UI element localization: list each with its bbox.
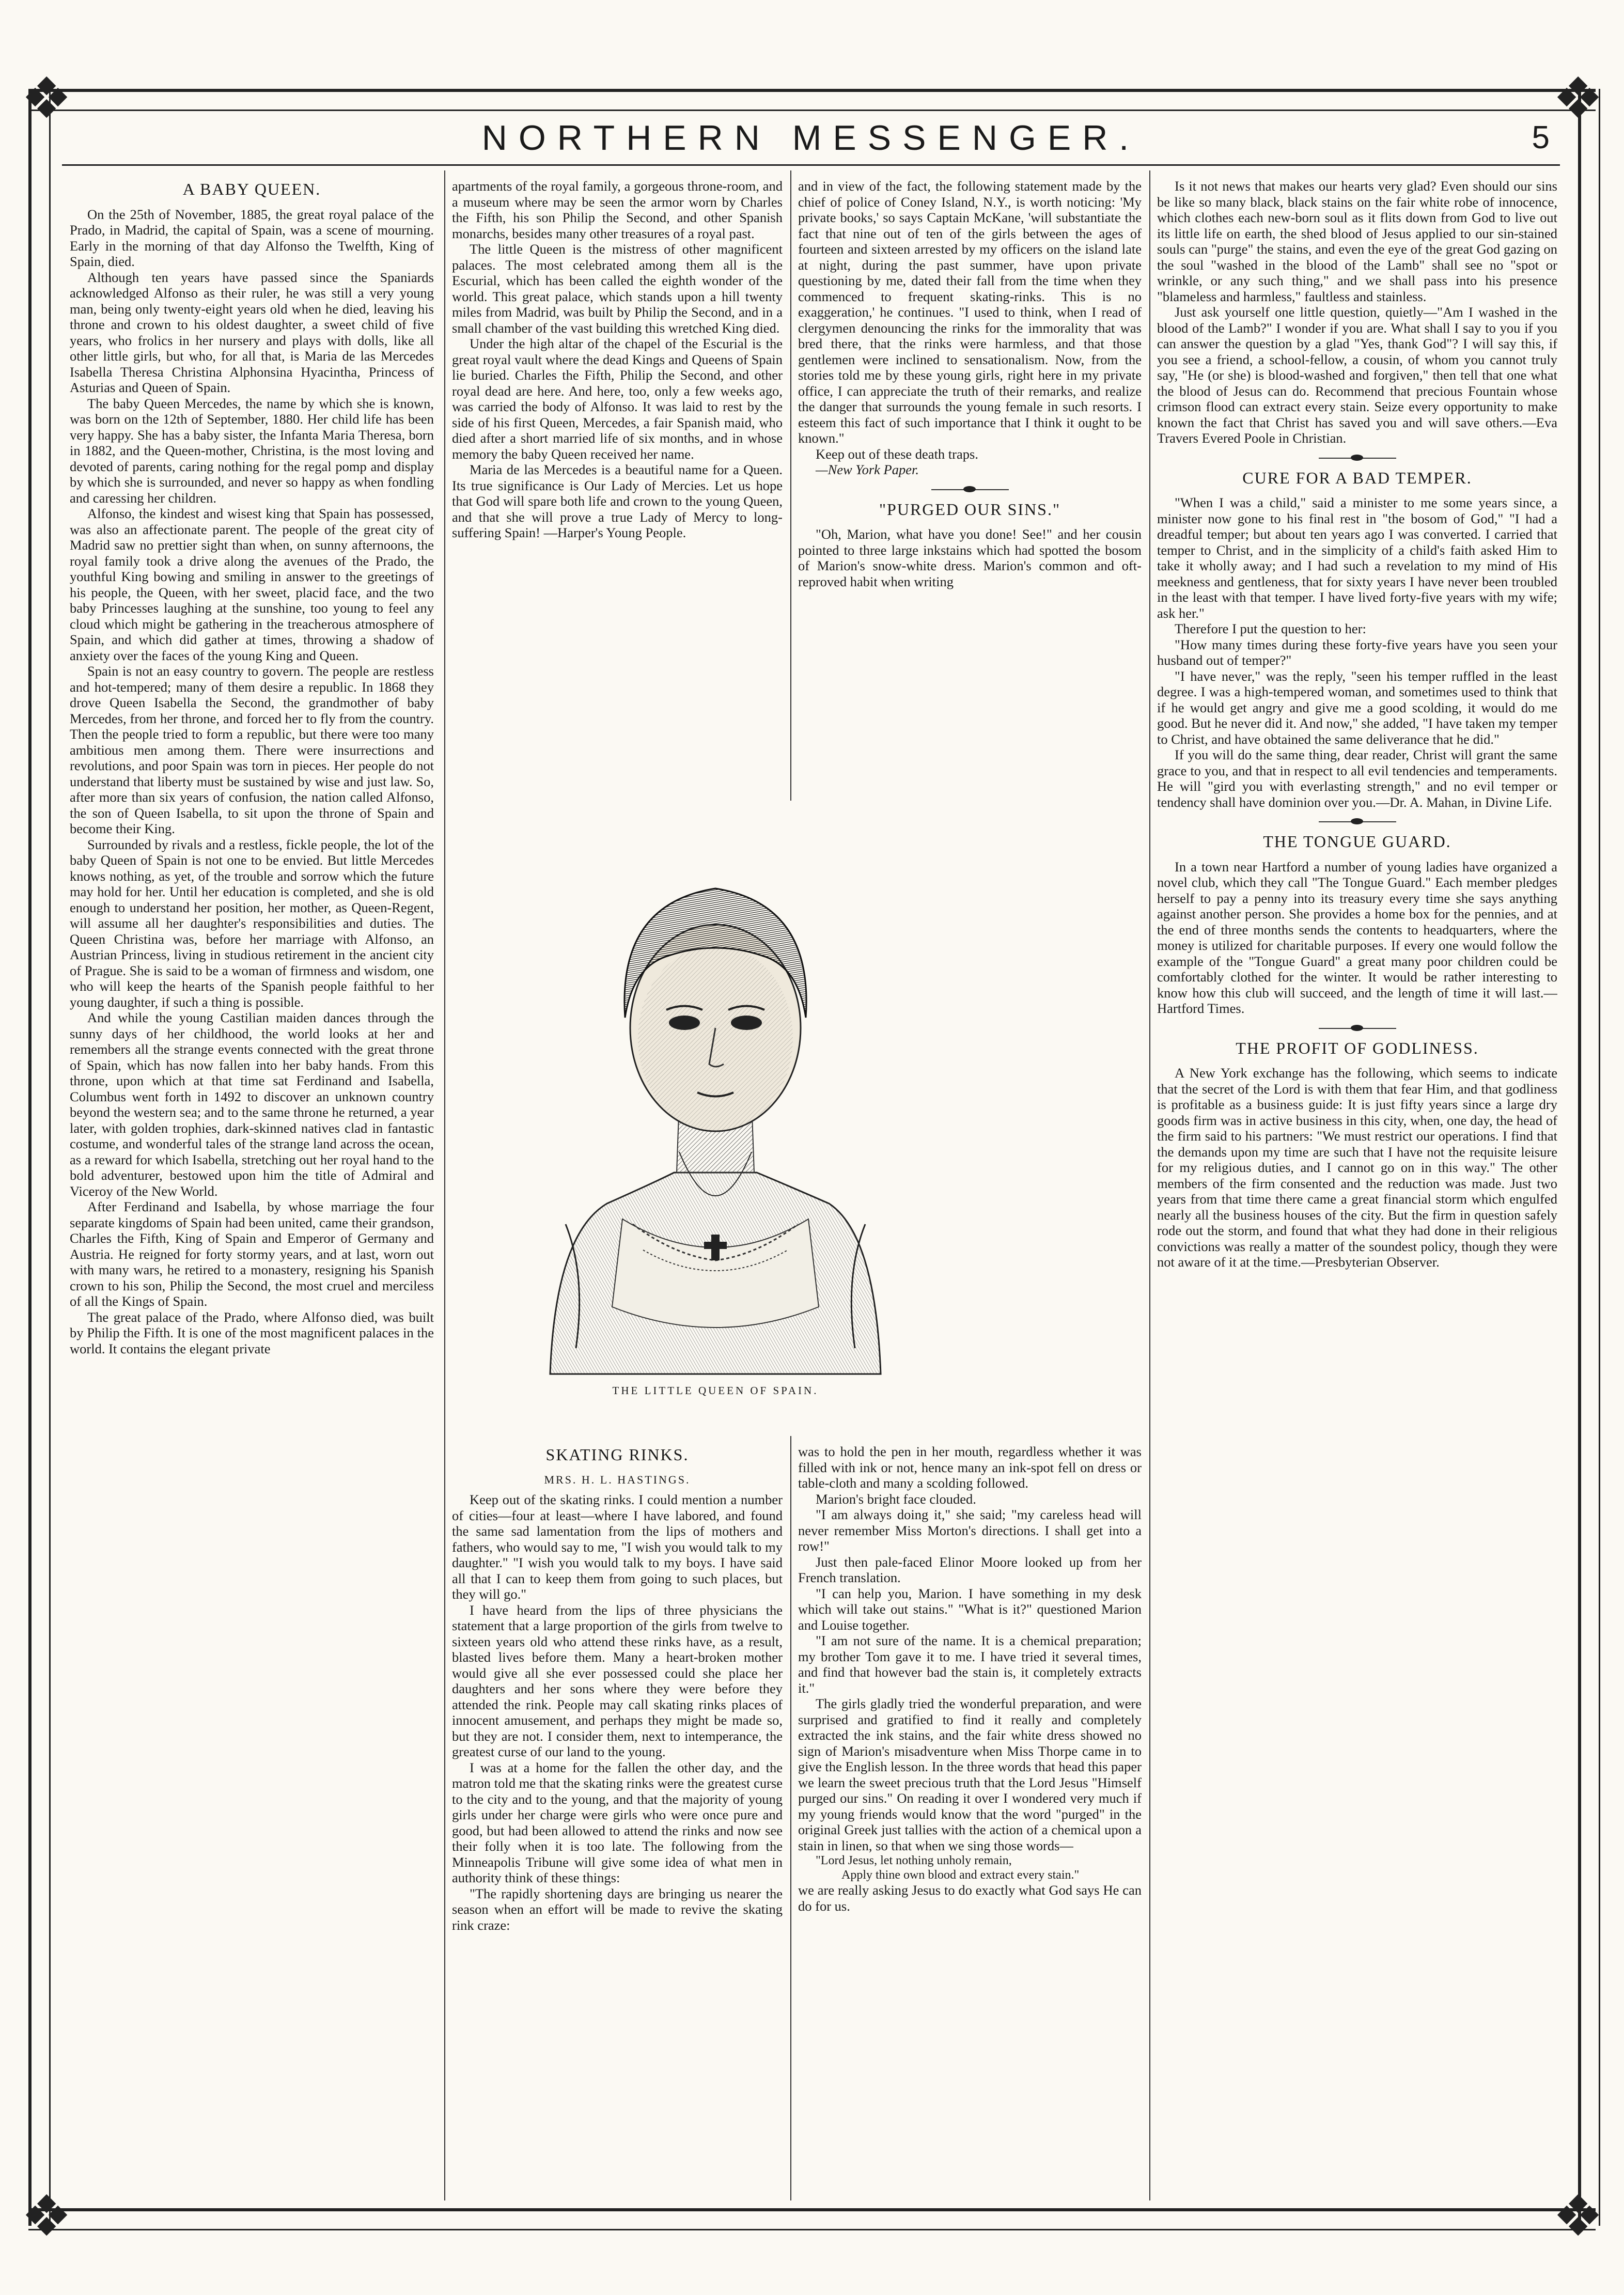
illustration-caption: THE LITTLE QUEEN OF SPAIN. xyxy=(612,1384,819,1397)
corner-ornament-bottom-right: ❖ xyxy=(1552,2183,1604,2249)
paragraph: The girls gladly tried the wonderful preparation, and were surprised and gratified to find it really and completely extracted the ink stains, and the fair white dress showed no sign of Marion's misadventure when Miss Thorpe came in to give the English lesson. In the three words that head this paper we learn the sweet precious truth that the Lord Jesus "Himself purged our sins." On reading it over I wondered very much if my young friends would know that the word "purged" in the original Greek just tallies with the action of a chemical upon a stain in linen, so that when we sing those words— xyxy=(798,1696,1142,1853)
paragraph: I was at a home for the fallen the other day, and the matron told me that the skating rinks were the greatest curse to the city and to the young, and that the majority of young girls under her charge were girls who were once pure and good, but had been allowed to attend the rinks and now see their folly when it is too late. The following from the Minneapolis Tribune will give some idea of what men in authority think of these things: xyxy=(452,1759,783,1885)
paragraph: Therefore I put the question to her: xyxy=(1175,621,1366,636)
section-separator xyxy=(1319,1028,1396,1029)
column-2-bottom xyxy=(452,1444,783,2198)
paragraph: "Oh, Marion, what have you done! See!" and her cousin pointed to three large inkstains which had spotted the bosom of Marion's snow-white dress. Marion's common and oft-reproved habit when writing xyxy=(798,526,1142,589)
page-header xyxy=(62,115,1560,161)
column-3-top xyxy=(798,178,1142,798)
paragraph: And while the young Castilian maiden dances through the sunny days of her childhood, the world looks at her and remembers all the strange events connected with the great throne of Spain, which has now fallen into her baby hands. From this throne, upon which at that time sat Ferdinand and Isabella, Columbus went forth in 1492 to discover an unknown country beyond the western sea; and to the same throne he returned, a year later, with golden trophies, dark-skinned natives clad in fantastic costume, and wonderful tales of the strange land across the ocean, as a reward for which Isabella, stretching out her royal hand to the bold adventurer, bestowed upon him the title of Admiral and Viceroy of the New World. xyxy=(70,1010,434,1199)
border-right xyxy=(1578,89,1600,2226)
header-rule xyxy=(62,164,1560,166)
article-title-bad-temper: CURE FOR A BAD TEMPER. xyxy=(1242,468,1472,487)
corner-ornament-top-right: ❖ xyxy=(1552,65,1604,131)
column-rule-3 xyxy=(1149,170,1150,2200)
article-title-purged-sins: "PURGED OUR SINS." xyxy=(879,499,1061,519)
column-3-bottom xyxy=(798,1444,1142,2198)
article-byline: MRS. H. L. HASTINGS. xyxy=(544,1473,691,1486)
paragraph: Although ten years have passed since the Spaniards acknowledged Alfonso as their ruler, he was still a very young man, being only twenty-eight years old when he died, leaving his throne and crown to his oldest daughter, a sweet child of five years, who frolics in her nursery and plays with dolls, like all other little girls, but who, for all that, is Maria de las Mercedes Isabella Theresa Christina Alphonsina Hyacintha, Princess of Asturias and Queen of Spain. xyxy=(70,269,434,395)
paragraph: was to hold the pen in her mouth, regardless whether it was filled with ink or not, hence many an ink-spot fell on dress or table-cloth and many a scolding followed. xyxy=(798,1444,1142,1491)
column-rule-2-top xyxy=(790,170,791,801)
paragraph: Keep out of these death traps. xyxy=(816,446,978,462)
article-title-profit-godliness: THE PROFIT OF GODLINESS. xyxy=(1236,1038,1479,1057)
column-rule-2-bottom xyxy=(790,1436,791,2200)
paragraph: we are really asking Jesus to do exactly what God says He can do for us. xyxy=(798,1882,1142,1914)
paragraph: After Ferdinand and Isabella, by whose marriage the four separate kingdoms of Spain had been united, came their grandson, Charles the Fifth, King of Spain and Emperor of Germany and Austria. He reigned for forty stormy years, and at last, worn out with many wars, he retired to a monastery, resigning his Spanish crown to his son, Philip the Second, the most cruel and merciless of all the Kings of Spain. xyxy=(70,1199,434,1309)
section-separator xyxy=(1319,458,1396,459)
right-eye xyxy=(731,1016,762,1030)
paragraph: Is it not news that makes our hearts very glad? Even should our sins be like so many black, black stains on the fair white robe of innocence, which clothes each new-born soul as it flits down from God to live out its little life on earth, the shed blood of Jesus applied to our sin-stained souls can "purge" the stains, and even the eye of the great God gazing on the soul "washed in the blood of the Lamb" shall see no "spot or wrinkle, or any such thing," and we shall pass into his presence "blameless and harmless," faultless and stainless. xyxy=(1157,178,1557,304)
paragraph: Under the high altar of the chapel of the Escurial is the great royal vault where the dead Kings and Queens of Spain lie buried. Charles the Fifth, Philip the Second, and other royal dead are here. And here, too, only a few weeks ago, was carried the body of Alfonso. It was laid to rest by the side of his first Queen, Mercedes, a fair Spanish maid, who died after a short married life of six months, and in whose memory the baby Queen received her name. xyxy=(452,336,783,462)
paragraph: Marion's bright face clouded. xyxy=(816,1491,976,1507)
paragraph: "I have never," was the reply, "seen his temper ruffled in the least degree. I was a high-tempered woman, and sometimes used to think that if he would get angry and give me a good scolding, it would do me good. But he never did it. And now," she added, "I have taken my temper to Christ, and have obtained the same deliverance that he did." xyxy=(1157,668,1557,747)
poem-line: Apply thine own blood and extract every stain." xyxy=(841,1868,1080,1882)
paragraph: "When I was a child," said a minister to me some years since, a minister now gone to his final rest in "the bosom of God," "I had a dreadful temper; but about ten years ago I was converted. I carried that temper to Christ, and in the simplicity of a child's faith asked Him to take it wholly away; and I had such a revelation to my mind of His meekness and gentleness, that for sixty years I have never been troubled in the least with that temper. I have lived forty-five years with my wife; ask her." xyxy=(1157,495,1557,621)
paragraph: The baby Queen Mercedes, the name by which she is known, was born on the 12th of September, 1880. Her child life has been very happy. She has a baby sister, the Infanta Maria Theresa, born in 1882, and the Queen-mother, Christina, is the most loving and devoted of parents, caring nothing for the regal pomp and display by which she is surrounded, and never so happy as when fondling and caressing her children. xyxy=(70,395,434,506)
corner-ornament-top-left: ❖ xyxy=(21,65,72,131)
paragraph: Just ask yourself one little question, quietly—"Am I washed in the blood of the Lamb?" I wonder if you are. What shall I say to you if you can answer the question by a glad "Yes, thank God"? I will say this, if you see a friend, a school-fellow, a cousin, of whom you cannot truly say, "He (or she) is blood-washed and forgiven," then tell that one what the blood of Jesus can do. Recommend that precious Fountain whose crimson flood can extract every stain. Seize every opportunity to make known the fact that Christ has saved you and will save others.—Eva Travers Evered Poole in Christian. xyxy=(1157,304,1557,446)
paragraph: apartments of the royal family, a gorgeous throne-room, and a museum where may be seen the armor worn by Charles the Fifth, his son Philip the Second, and other Spanish monarchs, besides many other treasures of a royal past. xyxy=(452,178,783,241)
paragraph: The great palace of the Prado, where Alfonso died, was built by Philip the Fifth. It is one of the most magnificent palaces in the world. It contains the elegant private xyxy=(70,1309,434,1356)
column-1 xyxy=(70,178,434,2198)
paragraph: Keep out of the skating rinks. I could mention a number of cities—four at least—where I have labored, and found the same sad lamentation from the lips of mothers and fathers, who would say to me, "I wish you would talk to my daughter." "I wish you would talk to my boys. I have said all that I can to keep them from going to such places, but they will go." xyxy=(452,1492,783,1602)
paragraph: The little Queen is the mistress of other magnificent palaces. The most celebrated among them all is the Escurial, which has been called the eighth wonder of the world. This great palace, which stands upon a hill twenty miles from Madrid, was built by Philip the Second, and in a small chamber of the vast building this wretched King died. xyxy=(452,241,783,336)
poem-line: "Lord Jesus, let nothing unholy remain, xyxy=(816,1854,1012,1867)
paragraph: In a town near Hartford a number of young ladies have organized a novel club, which they call "The Tongue Guard." Each member pledges herself to pay a penny into its treasury every time she says anything against another person. She provides a home box for the pennies, and at the end of three months sends the contents to headquarters, where the money is utilized for charitable purposes. If every one would follow the example of the "Tongue Guard" a great many poor children could be comfortably clothed for the winter. It would be rather interesting to know how this club will succeed, and the length of time it will last.—Hartford Times. xyxy=(1157,858,1557,1016)
masthead-title: NORTHERN MESSENGER. xyxy=(481,118,1141,158)
column-rule-1 xyxy=(444,170,445,2200)
column-4 xyxy=(1157,178,1557,2198)
paragraph: "How many times during these forty-five years have you seen your husband out of temper?" xyxy=(1157,636,1557,668)
left-eye xyxy=(669,1016,700,1030)
paragraph: I have heard from the lips of three physicians the statement that a large proportion of the girls from twelve to sixteen years old who attend these rinks have, as a result, blasted lives before them. Many a heart-broken mother would give all she ever possessed could she place her daughters and her sons where they were before they attended the rink. People may call skating rinks places of innocent amusement, and perhaps they might be made so, but they are not. I consider them, next to intemperance, the greatest curse of our land to the young. xyxy=(452,1602,783,1759)
source-credit: —New York Paper. xyxy=(816,462,919,477)
queen-portrait-illustration xyxy=(519,811,912,1379)
article-title-tongue-guard: THE TONGUE GUARD. xyxy=(1263,832,1451,851)
paragraph: A New York exchange has the following, which seems to indicate that the secret of the Lord is with them that fear Him, and that godliness is profitable as a business guide: It is just fifty years since a large dry goods firm was in active business in this city, when, one day, the head of the firm said to his partners: "We must restrict our operations. I find that the demands upon my time are such that I have not the requisite leisure for my religious duties, and I cannot go on in this way." The other members of the firm consented and the reduction was made. Just two years from that time there came a great financial storm which engulfed nearly all the business houses of the city. But the firm in question safely rode out the storm, and found that what they had done in their religious convictions was really a matter of the soundest policy, though they were not aware of it at the time.—Presbyterian Observer. xyxy=(1157,1065,1557,1270)
paragraph: On the 25th of November, 1885, the great royal palace of the Prado, in Madrid, the capital of Spain, was a scene of mourning. Early in the morning of that day Alfonso the Twelfth, King of Spain, died. xyxy=(70,206,434,269)
section-separator xyxy=(931,489,1009,490)
column-2-top xyxy=(452,178,783,798)
queen-portrait-svg xyxy=(519,811,912,1379)
border-top xyxy=(28,89,1596,111)
paragraph: If you will do the same thing, dear reader, Christ will grant the same grace to you, and that in respect to all evil tendencies and temperaments. He will "gird you with everlasting strength," and no evil temper or tendency shall have dominion over you.—Dr. A. Mahan, in Divine Life. xyxy=(1157,747,1557,810)
paragraph: Just then pale-faced Elinor Moore looked up from her French translation. xyxy=(798,1554,1142,1585)
paragraph: "I am always doing it," she said; "my careless head will never remember Miss Morton's directions. I shall get into a row!" xyxy=(798,1507,1142,1554)
article-title-skating-rinks: SKATING RINKS. xyxy=(545,1445,689,1464)
paragraph: "The rapidly shortening days are bringing us nearer the season when an effort will be made to revive the skating rink craze: xyxy=(452,1885,783,1933)
paragraph: Alfonso, the kindest and wisest king that Spain has possessed, was also an affectionate parent. The people of the great city of Madrid saw no prettier sight than when, on sunny afternoons, the royal family took a drive along the avenues of the Prado, the youthful King bowing and smiling in answer to the greetings of his people, the Queen, with her sweet, placid face, and the two baby Princesses laughing at the sunshine, too young to feel any cloud which might be gathering in the treacherous atmosphere of Spain, and which did gather at times, throwing a shadow of anxiety over the faces of the young King and Queen. xyxy=(70,506,434,663)
border-bottom xyxy=(28,2208,1596,2230)
paragraph: Maria de las Mercedes is a beautiful name for a Queen. Its true significance is Our Lady of Mercies. Let us hope that God will spare both life and crown to the young Queen, and that she will prove a true Lady of Mercy to long-suffering Spain! —Harper's Young People. xyxy=(452,462,783,540)
page-number: 5 xyxy=(1532,120,1550,155)
paragraph: "I can help you, Marion. I have something in my desk which will take out stains." "What is it?" questioned Marion and Louise together. xyxy=(798,1585,1142,1633)
paragraph: and in view of the fact, the following statement made by the chief of police of Coney Island, N.Y., is worth noticing: 'My private books,' so says Captain McKane, 'will substantiate the fact that nine out of ten of the girls between the ages of fourteen and sixteen arrested by my officers on the island late at night, during the past summer, have upon private questioning by me, dated their fall from the time when they commenced to frequent skating-rinks. This is no exaggeration,' he continues. "I used to think, when I read of clergymen denouncing the rinks for the immorality that was bred there, that the rinks were harmless, and that those gentlemen were inclined to sensationalism. Now, from the stories told me by these young girls, right here in my private office, I can appreciate the truth of their remarks, and realize the danger that surrounds the young female in such resorts. I esteem this fact of such importance that I think it ought to be known." xyxy=(798,178,1142,446)
article-title-baby-queen: A BABY QUEEN. xyxy=(182,180,321,198)
corner-ornament-bottom-left: ❖ xyxy=(21,2183,72,2249)
paragraph: Spain is not an easy country to govern. The people are restless and hot-tempered; many of them desire a republic. In 1868 they drove Queen Isabella the Second, the grandmother of baby Mercedes, from her throne, and forced her to fly from the country. Then the people tried to form a republic, but there were too many ambitious men among them. There were insurrections and revolutions, and poor Spain was torn in pieces. Her people do not understand that liberty must be sustained by wise and just law. So, after more than six years of confusion, the nation called Alfonso, the son of Queen Isabella, to sit upon the throne of Spain and become their King. xyxy=(70,663,434,836)
paragraph: Surrounded by rivals and a restless, fickle people, the lot of the baby Queen of Spain is not one to be envied. But little Mercedes knows nothing, as yet, of the trouble and sorrow which the future may hold for her. Until her education is completed, and she is old enough to understand her position, her mother, as Queen-Regent, will assume all her daughter's responsibilities and duties. The Queen Christina was, before her marriage with Alfonso, an Austrian Princess, living in studious retirement in the ancient city of Prague. She is said to be a woman of firmness and wisdom, one who will keep the hearts of the Spanish people faithful to her young daughter, if such a thing is possible. xyxy=(70,836,434,1010)
border-left xyxy=(28,89,51,2226)
section-separator xyxy=(1319,821,1396,822)
paragraph: "I am not sure of the name. It is a chemical preparation; my brother Tom gave it to me. I have tried it several times, and find that however bad the stain is, it completely extracts it." xyxy=(798,1633,1142,1696)
